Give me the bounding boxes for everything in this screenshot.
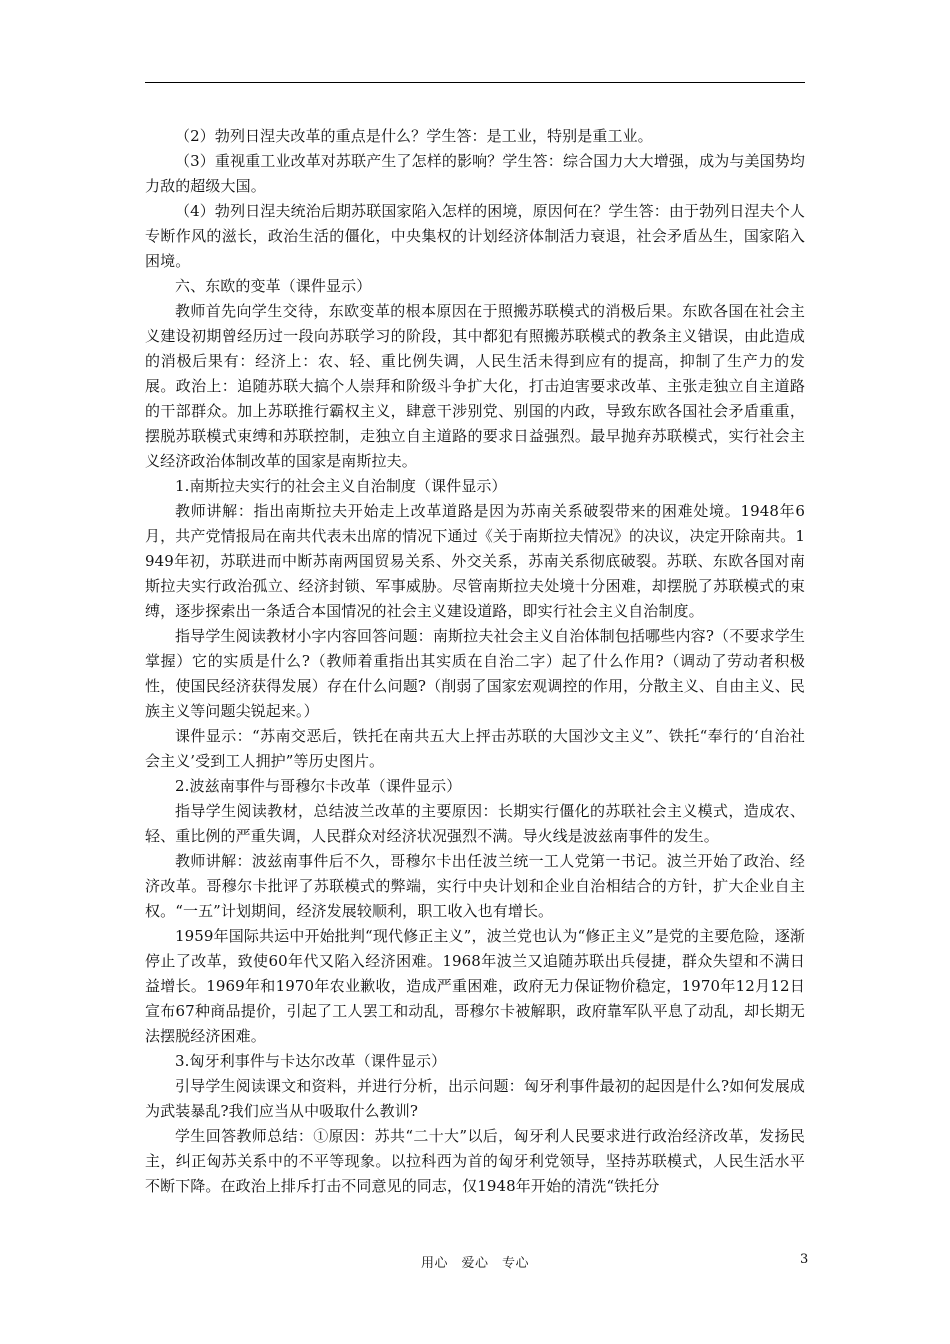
paragraph-poland-1959: 1959年国际共运中开始批判“现代修正主义”，波兰党也认为“修正主义”是党的主要危险，逐渐停止了改革，致使60年代又陷入经济困难。1968年波兰又追随苏联出兵侵捷，群众失望和不满日益增长。1969年和1970年农业歉收，造成严重困难，政府无力保证物价稳定，1970年12月12日宣布67种商品提价，引起了工人罢工和动乱，哥穆尔卡被解职，政府靠军队平息了动乱，却长期无法摆脱经济困难。	[145, 927, 805, 1045]
paragraph-poland-causes: 指导学生阅读教材，总结波兰改革的主要原因：长期实行僵化的苏联社会主义模式，造成农、轻、重比例的严重失调，人民群众对经济状况强烈不满。导火线是波兹南事件的发生。	[145, 802, 805, 845]
paragraph-q4: （4）勃列日涅夫统治后期苏联国家陷入怎样的困境，原因何在？学生答：由于勃列日涅夫个人专断作风的滋长，政治生活的僵化，中央集权的计划经济体制活力衰退，社会矛盾丛生，国家陷入困境。	[145, 202, 805, 270]
paragraph-q3: （3）重视重工业改革对苏联产生了怎样的影响？学生答：综合国力大大增强，成为与美国势均力敌的超级大国。	[145, 152, 805, 195]
subheading-yugoslavia: 1.南斯拉夫实行的社会主义自治制度（课件显示）	[175, 477, 507, 495]
paragraph-yugoslavia-questions: 指导学生阅读教材小字内容回答问题：南斯拉夫社会主义自治体制包括哪些内容?（不要求学生掌握）它的实质是什么?（教师着重指出其实质在自治二字）起了什么作用?（调动了劳动者积极性，使国民经济获得发展）存在什么问题?（削弱了国家宏观调控的作用，分散主义、自由主义、民族主义等问题尖锐起来。）	[145, 627, 805, 720]
header-rule	[145, 82, 805, 83]
page-number: 3	[800, 1252, 809, 1267]
document-body	[145, 124, 805, 1199]
paragraph-eastern-europe-intro: 教师首先向学生交待，东欧变革的根本原因在于照搬苏联模式的消极后果。东欧各国在社会主义建设初期曾经历过一段向苏联学习的阶段，其中都犯有照搬苏联模式的教条主义错误，由此造成的消极后果有：经济上：农、轻、重比例失调，人民生活未得到应有的提高，抑制了生产力的发展。政治上：追随苏联大搞个人崇拜和阶级斗争扩大化，打击迫害要求改革、主张走独立自主道路的干部群众。加上苏联推行霸权主义，肆意干涉别党、别国的内政，导致东欧各国社会矛盾重重，摆脱苏联模式束缚和苏联控制，走独立自主道路的要求日益强烈。最早抛弃苏联模式，实行社会主义经济政治体制改革的国家是南斯拉夫。	[145, 302, 805, 470]
paragraph-hungary-questions: 引导学生阅读课文和资料，并进行分析，出示问题：匈牙利事件最初的起因是什么?如何发展成为武装暴乱?我们应当从中吸取什么教训?	[145, 1077, 805, 1120]
footer-motto: 用心 爱心 专心	[420, 1256, 529, 1271]
paragraph-poland-lecture: 教师讲解：波兹南事件后不久，哥穆尔卡出任波兰统一工人党第一书记。波兰开始了政治、经济改革。哥穆尔卡批评了苏联模式的弊端，实行中央计划和企业自治相结合的方针，扩大企业自主权。“一五”计划期间，经济发展较顺利，职工收入也有增长。	[145, 852, 805, 920]
subheading-hungary: 3.匈牙利事件与卡达尔改革（课件显示）	[175, 1052, 447, 1070]
subheading-poland: 2.波兹南事件与哥穆尔卡改革（课件显示）	[175, 777, 462, 795]
paragraph-yugoslavia-slides: 课件显示：“苏南交恶后，铁托在南共五大上抨击苏联的大国沙文主义”、铁托“奉行的‘自治社会主义’受到工人拥护”等历史图片。	[145, 727, 805, 770]
section-heading-eastern-europe: 六、东欧的变革（课件显示）	[175, 277, 372, 295]
paragraph-yugoslavia-lecture: 教师讲解：指出南斯拉夫开始走上改革道路是因为苏南关系破裂带来的困难处境。1948年6月，共产党情报局在南共代表未出席的情况下通过《关于南斯拉夫情况》的决议，决定开除南共。1949年初，苏联进而中断苏南两国贸易关系、外交关系，苏南关系彻底破裂。苏联、东欧各国对南斯拉夫实行政治孤立、经济封锁、军事威胁。尽管南斯拉夫处境十分困难，却摆脱了苏联模式的束缚，逐步探索出一条适合本国情况的社会主义建设道路，即实行社会主义自治制度。	[145, 502, 805, 620]
paragraph-q2: （2）勃列日涅夫改革的重点是什么？学生答：是工业，特别是重工业。	[175, 127, 653, 145]
paragraph-hungary-answer: 学生回答教师总结：①原因：苏共“二十大”以后，匈牙利人民要求进行政治经济改革，发扬民主，纠正匈苏关系中的不平等现象。以拉科西为首的匈牙利党领导，坚持苏联模式，人民生活水平不断下降。在政治上排斥打击不同意见的同志，仅1948年开始的清洗“铁托分	[145, 1127, 805, 1195]
